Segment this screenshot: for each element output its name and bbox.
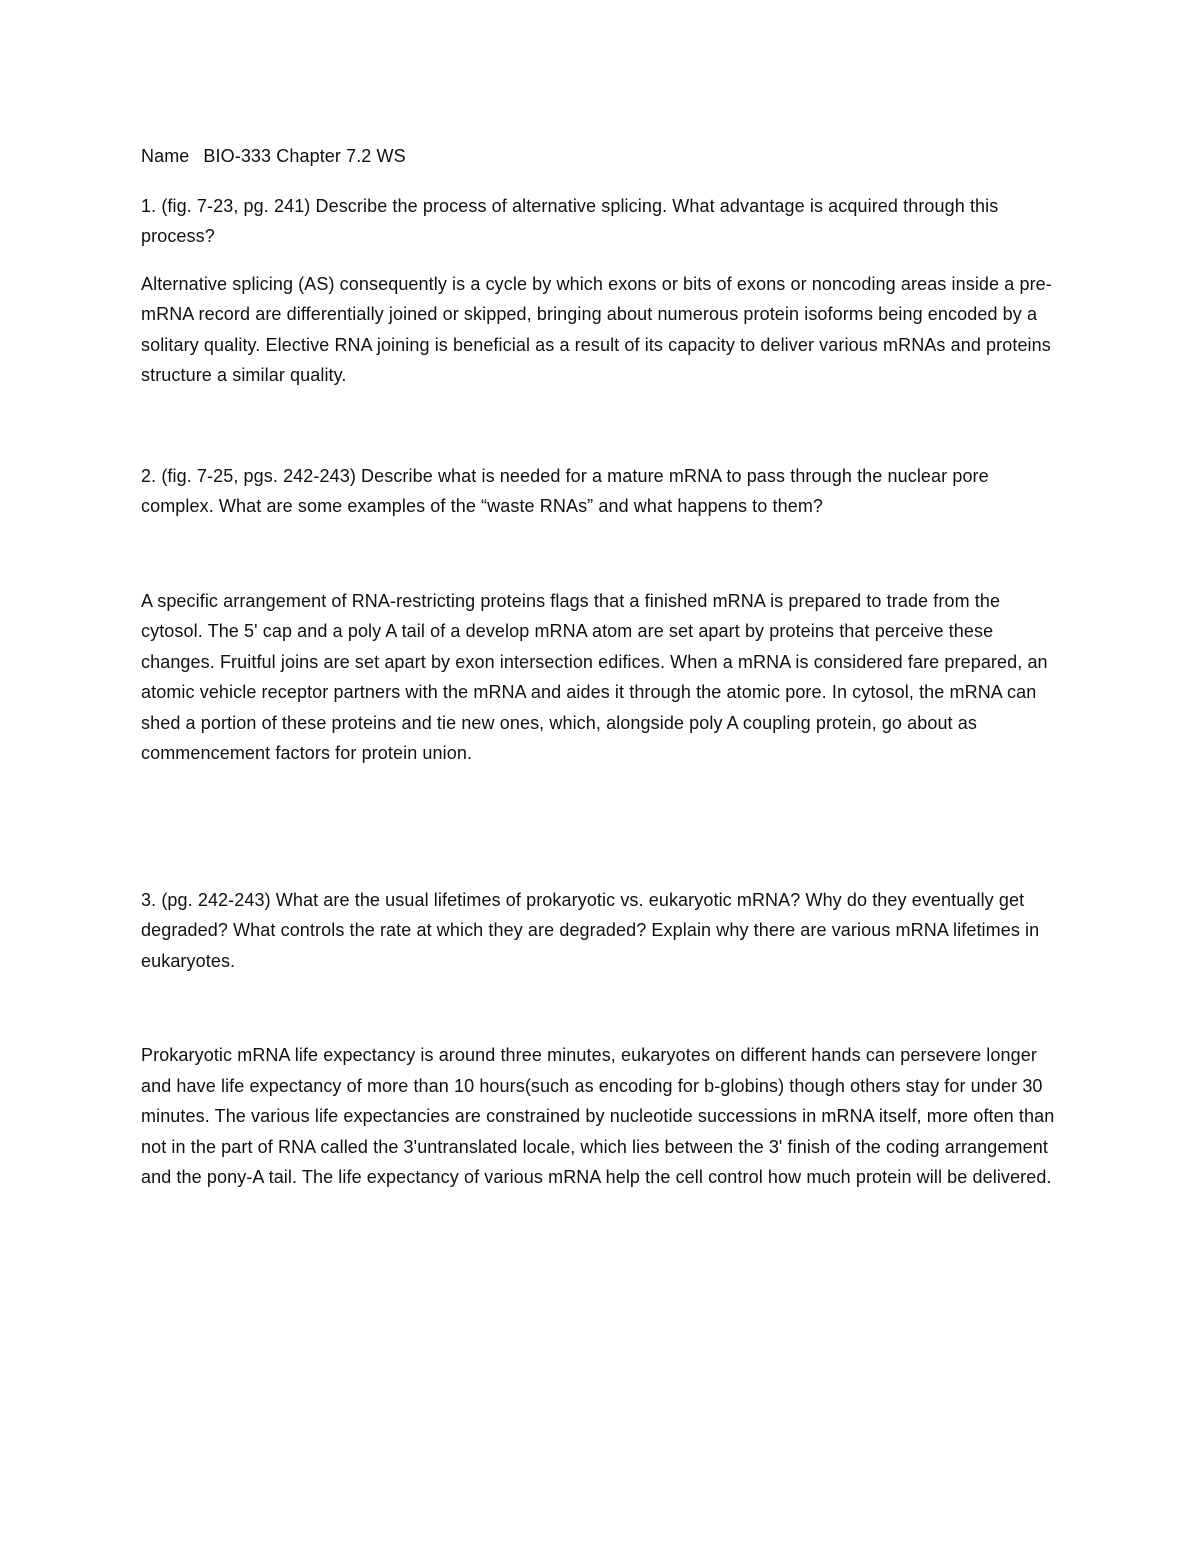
answer-1: Alternative splicing (AS) consequently is a cycle by which exons or bits of exons or noncoding areas inside a pre-mRNA record are differentially joined or skipped, bringing about numerous protein isoforms being encoded by a solitary quality. Elective RNA joining is beneficial as a result of its capacity to deliver various mRNAs and proteins structure a similar quality.	[141, 273, 1052, 385]
question-3: 3. (pg. 242-243) What are the usual lifetimes of prokaryotic vs. eukaryotic mRNA? Why do they eventually get degraded? What controls the rate at which they are degraded? Explain why there are various mRNA lifetimes in eukaryotes.	[141, 889, 1040, 971]
answer-3: Prokaryotic mRNA life expectancy is around three minutes, eukaryotes on different hands can persevere longer and have life expectancy of more than 10 hours(such as encoding for b-globins) though others stay for under 30 minutes. The various life expectancies are constrained by nucleotide successions in mRNA itself, more often than not in the part of RNA called the 3'untranslated locale, which lies between the 3' finish of the coding arrangement and the pony-A tail. The life expectancy of various mRNA help the cell control how much protein will be delivered.	[141, 1045, 1055, 1187]
worksheet-header	[141, 141, 1059, 172]
question-2: 2. (fig. 7-25, pgs. 242-243) Describe what is needed for a mature mRNA to pass through the nuclear pore complex. What are some examples of the “waste RNAs” and what happens to them?	[141, 465, 989, 516]
answer-2: A specific arrangement of RNA-restricting proteins flags that a finished mRNA is prepared to trade from the cytosol. The 5' cap and a poly A tail of a develop mRNA atom are set apart by proteins that perceive these changes. Fruitful joins are set apart by exon intersection edifices. When a mRNA is considered fare prepared, an atomic vehicle receptor partners with the mRNA and aides it through the atomic pore. In cytosol, the mRNA can shed a portion of these proteins and tie new ones, which, alongside poly A coupling protein, go about as commencement factors for protein union.	[141, 590, 1048, 763]
question-1: 1. (fig. 7-23, pg. 241) Describe the process of alternative splicing. What advantage is acquired through this process?	[141, 195, 999, 246]
worksheet-body	[141, 141, 1059, 1193]
course-title: BIO-333 Chapter 7.2 WS	[203, 146, 406, 166]
name-label: Name	[141, 146, 190, 166]
